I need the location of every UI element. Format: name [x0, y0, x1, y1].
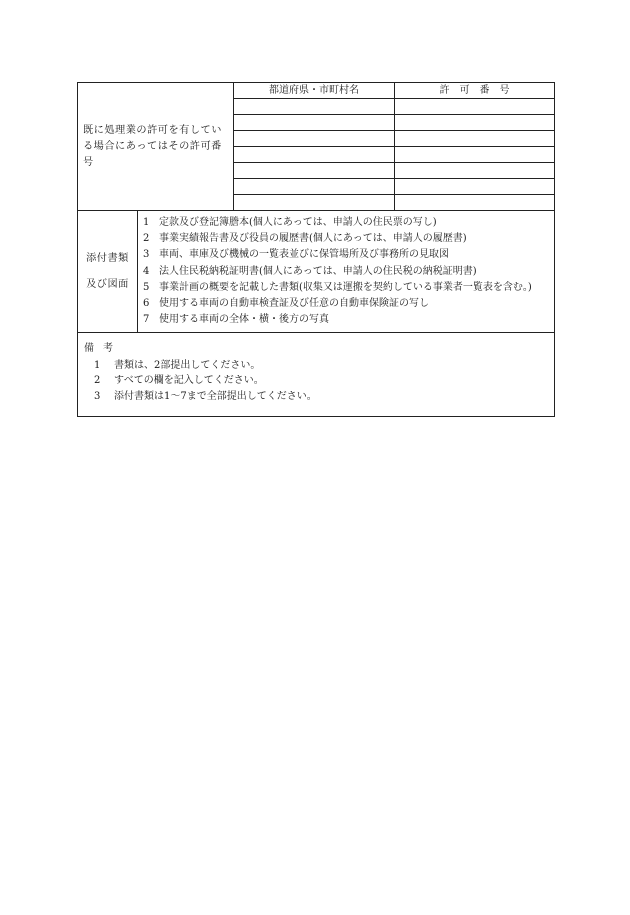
remark-number: 1: [94, 359, 101, 371]
permit-row: [234, 195, 554, 211]
prefecture-municipality-cell[interactable]: [234, 179, 395, 195]
attachments-label-line1: 添付書類: [86, 252, 129, 264]
remark-text: 添付書類は1～7まで全部提出してください。: [114, 390, 317, 402]
attachment-item: [143, 264, 550, 280]
attachment-item-number: 3: [143, 249, 150, 261]
attachment-item: [143, 215, 550, 231]
attachment-item-number: 2: [143, 233, 150, 245]
permit-row: [234, 147, 554, 163]
attachments-label-line2: 及び図面: [86, 278, 129, 290]
prefecture-municipality-cell[interactable]: [234, 115, 395, 131]
attachment-item-text: 使用する車両の全体・横・後方の写真: [159, 314, 329, 326]
permit-section: [78, 83, 554, 210]
prefecture-municipality-cell[interactable]: [234, 99, 395, 115]
permit-row: [234, 131, 554, 147]
permit-number-cell[interactable]: [395, 179, 555, 195]
remarks-section: [78, 332, 554, 416]
permit-row: [234, 115, 554, 131]
prefecture-municipality-cell[interactable]: [234, 195, 395, 211]
remark-item: [84, 358, 548, 374]
attachments-section: [78, 210, 554, 332]
attachment-item-text: 法人住民税納税証明書(個人にあっては、申請人の住民税の納税証明書): [159, 265, 477, 277]
attachment-item-text: 事業計画の概要を記載した書類(収集又は運搬を契約している事業者一覧表を含む。): [159, 281, 532, 293]
remark-item: [84, 389, 548, 405]
attachment-item-number: 4: [143, 265, 150, 277]
permit-row: [234, 99, 554, 115]
permit-number-cell[interactable]: [395, 131, 555, 147]
permit-grid: [234, 83, 554, 210]
remark-number: 2: [94, 375, 101, 387]
attachment-item: [143, 247, 550, 263]
attachment-item: [143, 280, 550, 296]
attachments-label: [78, 211, 138, 333]
permit-number-cell[interactable]: [395, 195, 555, 211]
attachment-item-text: 使用する車両の自動車検査証及び任意の自動車保険証の写し: [159, 298, 429, 310]
attachment-item-text: 定款及び登記簿謄本(個人にあっては、申請人の住民票の写し): [159, 217, 437, 228]
prefecture-municipality-cell[interactable]: [234, 147, 395, 163]
remark-number: 3: [94, 390, 101, 402]
attachment-item-number: 7: [143, 314, 150, 326]
remarks-title: 備考: [84, 343, 122, 355]
attachment-item: [143, 296, 550, 312]
permit-number-header: 許 可 番 号: [395, 83, 555, 99]
remark-text: すべての欄を記入してください。: [114, 375, 264, 387]
permit-section-label: 既に処理業の許可を有している場合にあってはその許可番号: [78, 83, 234, 210]
remark-text: 書類は、2部提出してください。: [114, 359, 261, 371]
permit-number-cell[interactable]: [395, 147, 555, 163]
attachment-item: [143, 312, 550, 328]
attachment-item-number: 5: [143, 281, 150, 293]
permit-number-cell[interactable]: [395, 163, 555, 179]
permit-row: [234, 163, 554, 179]
prefecture-municipality-cell[interactable]: [234, 163, 395, 179]
permit-number-cell[interactable]: [395, 115, 555, 131]
attachment-item-number: 1: [143, 217, 150, 228]
remark-item: [84, 373, 548, 389]
attachment-item-text: 車両、車庫及び機械の一覧表並びに保管場所及び事務所の見取図: [159, 249, 449, 261]
permit-number-cell[interactable]: [395, 99, 555, 115]
permit-row: [234, 179, 554, 195]
application-form: [77, 82, 555, 417]
prefecture-municipality-header: 都道府県・市町村名: [234, 83, 395, 99]
attachment-item-text: 事業実績報告書及び役員の履歴書(個人にあっては、申請人の履歴書): [159, 233, 467, 245]
attachments-list: [138, 211, 555, 333]
attachment-item: [143, 231, 550, 247]
prefecture-municipality-cell[interactable]: [234, 131, 395, 147]
attachment-item-number: 6: [143, 298, 150, 310]
permit-grid-header: [234, 83, 554, 99]
